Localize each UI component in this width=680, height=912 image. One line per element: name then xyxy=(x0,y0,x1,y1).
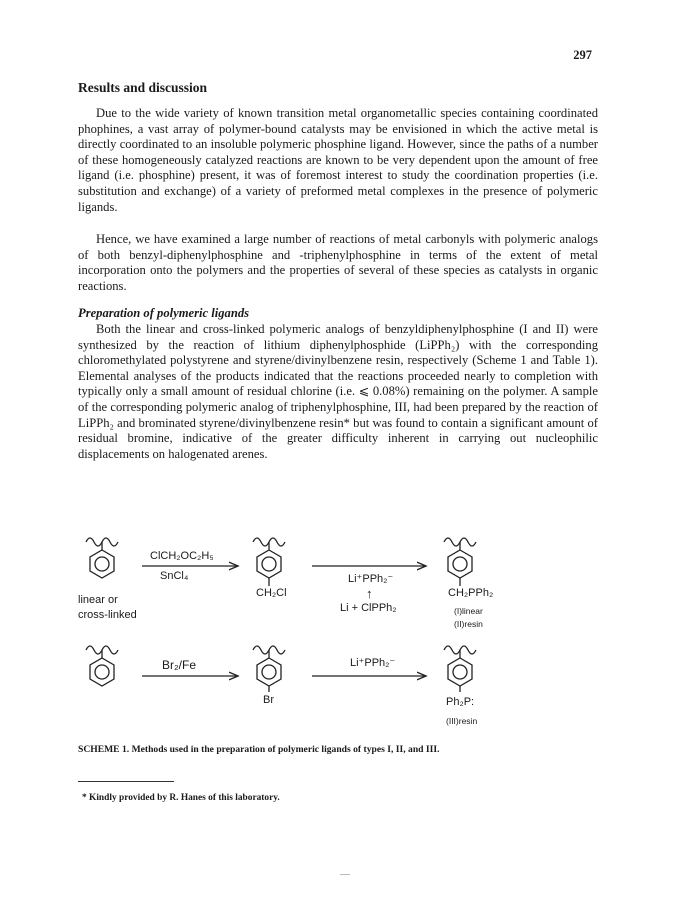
polymer-chain-4 xyxy=(86,646,118,658)
benzene-ring-5 xyxy=(257,658,281,692)
reagent-2-prep: Li + ClPPh₂ xyxy=(340,602,397,614)
product-2-substituent: Ph₂P: xyxy=(446,696,475,708)
benzene-ring-6 xyxy=(448,658,472,692)
scheme-drawing xyxy=(0,520,680,740)
reagent-2-top: Li⁺PPh₂⁻ xyxy=(348,573,394,585)
paragraph-2: Hence, we have examined a large number of reactions of metal carbonyls with polymeric analogs of both benzyl-diphenylphosphine and -triphenylphosphine in terms of the extent of metal incorporation onto the polymers and the properties of several of these species as catalysts in organic reactions. xyxy=(78,232,598,293)
section-heading: Results and discussion xyxy=(78,80,208,95)
polymer-chain-3 xyxy=(444,538,476,550)
subsection-heading: Preparation of polymeric ligands xyxy=(78,306,250,320)
reagent-3: Br₂/Fe xyxy=(162,658,196,672)
polymer-chain-1 xyxy=(86,538,118,550)
footer-mark xyxy=(340,874,350,875)
product-1-substituent: CH₂PPh₂ xyxy=(448,587,494,599)
page-number: 297 xyxy=(573,48,592,62)
footnote-rule xyxy=(78,781,174,782)
reagent-4: Li⁺PPh₂⁻ xyxy=(350,657,396,669)
reaction-scheme xyxy=(0,520,680,740)
benzene-ring-3 xyxy=(448,550,472,586)
product-2-label: (III)resin xyxy=(446,716,478,726)
benzene-ring-4 xyxy=(90,658,114,686)
paragraph-1: Due to the wide variety of known transition metal organometallic species containing coordinated phophines, a vast array of polymer-bound catalysts may be envisioned in which the active metal is directly coordinated to an insoluble polymeric phosphine ligand. However, since the paths of a number of these homogeneously catalyzed reactions are known to be very dependent upon the amount of free ligand (i.e. phosphine) present, it was of foremost interest to study the coordination properties (i.e. substitution and exchange) of a variety of preformed metal complexes in the presence of polymeric ligands. xyxy=(78,106,598,214)
product-1-label-b: (II)resin xyxy=(454,619,483,629)
reagent-2-prep-arrow: ↑ xyxy=(366,586,373,601)
reagent-1-top: ClCH₂OC₂H₅ xyxy=(150,550,214,562)
product-1-label-a: (I)linear xyxy=(454,606,483,616)
intermediate-1-substituent: CH₂Cl xyxy=(256,587,287,599)
benzene-ring-2 xyxy=(257,550,281,586)
start-label-1: linear or xyxy=(78,594,118,606)
scheme-caption: SCHEME 1. Methods used in the preparation of polymeric ligands of types I, II, and III. xyxy=(78,744,440,755)
polymer-chain-5 xyxy=(253,646,285,658)
polymer-chain-6 xyxy=(444,646,476,658)
reagent-1-bottom: SnCl₄ xyxy=(160,570,189,582)
start-label-2: cross-linked xyxy=(78,609,137,621)
paragraph-3: Both the linear and cross-linked polymeric analogs of benzyldiphenylphosphine (I and II) were synthesized by the reaction of lithium diphenylphosphide (LiPPh₂) with the corresponding chloromethylated polystyrene and styrene/divinylbenzene resin, respectively (Scheme 1 and Table 1). Elemental analyses of the products indicated that the reactions proceeded nearly to completion with typically only a small amount of residual chlorine (i.e. ⩽ 0.08%) remaining on the polymer. A sample of the corresponding polymeric analog of triphenylphosphine, III, had been prepared by the reaction of LiPPh₂ and brominated styrene/divinylbenzene resin* but was found to contain a significant amount of residual bromine, indicative of the greater difficulty inherent in carrying out nucleophilic displacements on halogenated arenes. xyxy=(78,322,598,461)
footnote: * Kindly provided by R. Hanes of this laboratory. xyxy=(82,793,280,803)
polymer-chain-2 xyxy=(253,538,285,550)
intermediate-2-substituent: Br xyxy=(263,694,274,706)
benzene-ring-1 xyxy=(90,550,114,578)
